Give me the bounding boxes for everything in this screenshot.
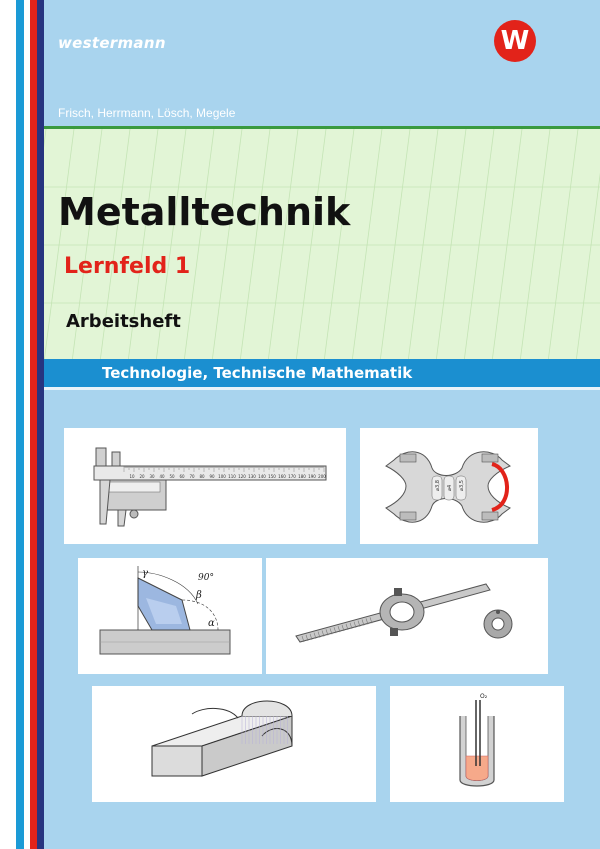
scale-number: 20 — [139, 474, 145, 479]
publisher-name: westermann — [58, 34, 166, 52]
book-subtitle: Lernfeld 1 — [64, 254, 191, 279]
scale-number: 50 — [169, 474, 175, 479]
angle-alpha: α — [208, 618, 215, 629]
gauge-illustration — [360, 428, 538, 544]
angles-image — [78, 558, 262, 674]
book-type: Arbeitsheft — [66, 311, 181, 332]
scale-number: 60 — [179, 474, 185, 479]
caliper-image — [64, 428, 346, 544]
pattern-line — [548, 129, 578, 362]
gauge-label-1: ⌀3,8 — [435, 480, 441, 491]
pattern-line — [464, 129, 494, 362]
block-image — [92, 686, 376, 802]
scale-number: 130 — [248, 474, 256, 479]
pattern-line — [268, 129, 298, 362]
pattern-line — [520, 129, 550, 362]
pattern-line — [184, 129, 214, 362]
stripe-white — [0, 0, 16, 849]
scale-number: 30 — [149, 474, 155, 479]
block-illustration — [92, 686, 376, 802]
pattern-line — [576, 129, 600, 362]
pattern-line — [44, 129, 46, 362]
gauge-label-3: ⌀3,5 — [459, 480, 465, 491]
scale-number: 170 — [288, 474, 296, 479]
angle-beta: β — [196, 590, 202, 601]
pattern-line — [380, 129, 410, 362]
pattern-line — [324, 129, 354, 362]
logo-letter: W — [500, 26, 530, 56]
caliper-illustration — [64, 428, 346, 544]
pattern-line — [352, 129, 382, 362]
pattern-line — [240, 129, 270, 362]
authors: Frisch, Herrmann, Lösch, Megele — [58, 106, 236, 120]
scale-number: 150 — [268, 474, 276, 479]
topic-bar — [44, 359, 600, 390]
gauge-image — [360, 428, 538, 544]
pattern-line — [492, 129, 522, 362]
diestock-image — [266, 558, 548, 674]
crucible-illustration — [390, 686, 564, 802]
pattern-line — [408, 129, 438, 362]
scale-number: 100 — [218, 474, 226, 479]
book-title: Metalltechnik — [58, 190, 351, 234]
scale-number: 40 — [159, 474, 165, 479]
scale-number: 90 — [209, 474, 215, 479]
scale-number: 10 — [129, 474, 135, 479]
diestock-illustration — [266, 558, 548, 674]
oxygen-label: O₂ — [480, 693, 488, 700]
scale-number: 110 — [228, 474, 236, 479]
gauge-label-2: ⌀4 — [447, 484, 453, 491]
cutting-angles-illustration — [78, 558, 262, 674]
scale-number: 120 — [238, 474, 246, 479]
scale-number: 80 — [199, 474, 205, 479]
angle-right: 90° — [198, 573, 214, 583]
scale-number: 180 — [298, 474, 306, 479]
scale-number: 190 — [308, 474, 316, 479]
stripe-red — [30, 0, 37, 849]
scale-number: 70 — [189, 474, 195, 479]
stripe-navy — [37, 0, 44, 849]
scale-number: 200 — [318, 474, 326, 479]
publisher-logo — [494, 20, 536, 62]
scale-number: 140 — [258, 474, 266, 479]
scale-number: 160 — [278, 474, 286, 479]
pattern-line — [296, 129, 326, 362]
pattern-line — [436, 129, 466, 362]
crucible-image — [390, 686, 564, 802]
stripe-blue — [16, 0, 24, 849]
topic-text: Technologie, Technische Mathematik — [102, 364, 413, 382]
angle-gamma: γ — [142, 568, 148, 579]
pattern-line — [212, 129, 242, 362]
